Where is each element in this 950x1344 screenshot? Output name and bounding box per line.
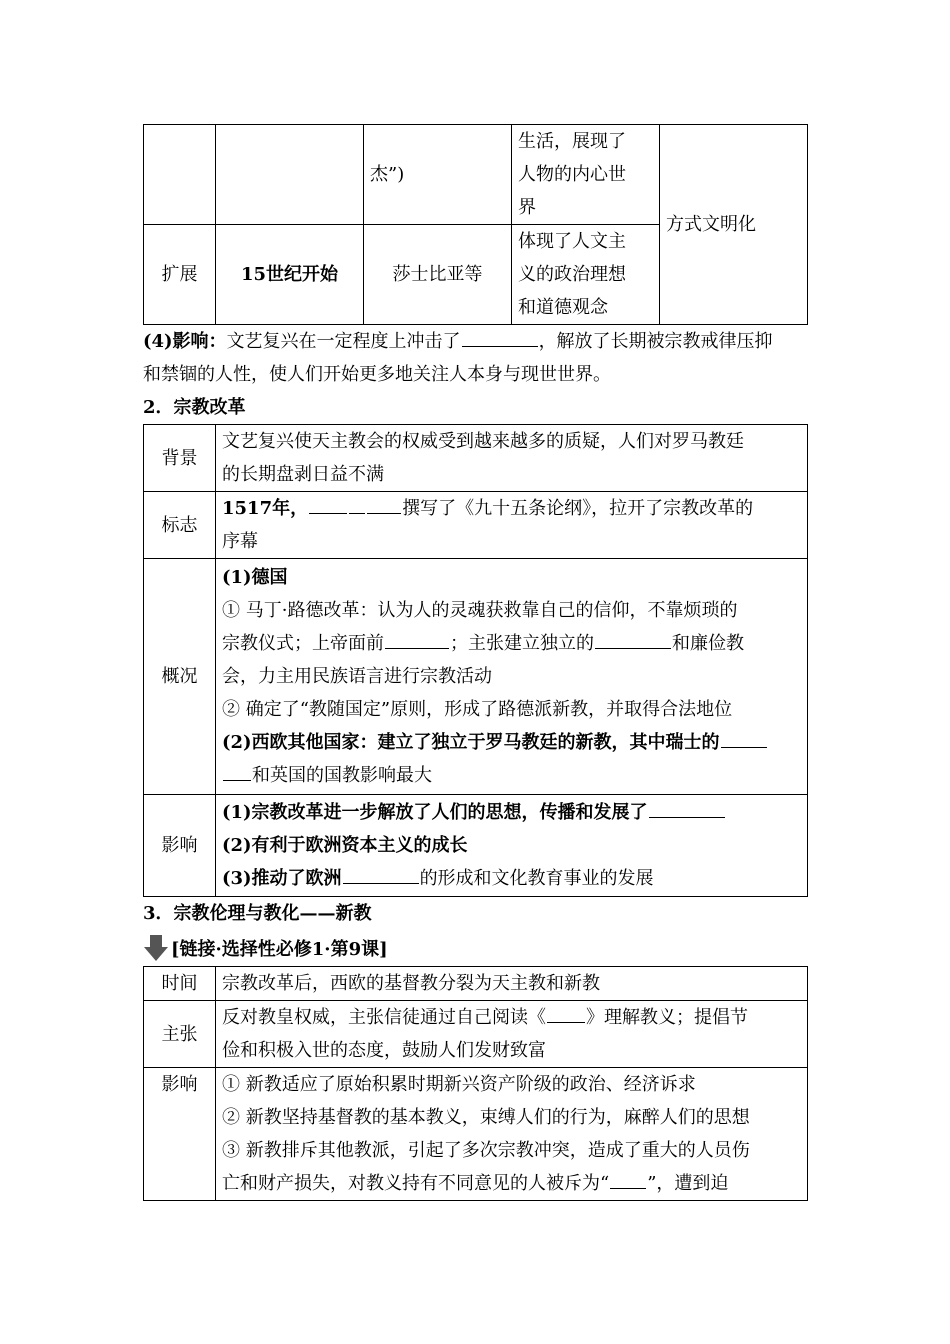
influence-line-1 bbox=[143, 325, 807, 358]
cell-r1-c5-text: 方式文明化 bbox=[666, 214, 756, 235]
label-background: 背景 bbox=[144, 425, 216, 492]
cell-r1-c5 bbox=[660, 125, 808, 325]
label-impact: 影响 bbox=[144, 795, 216, 897]
cell-line: 体现了人文主 bbox=[518, 231, 626, 252]
cell-line: 界 bbox=[518, 197, 536, 218]
label-impact-2: 影响 bbox=[144, 1068, 216, 1201]
cell-line: 生活，展现了 bbox=[518, 131, 626, 152]
influence-text-a: 文艺复兴在一定程度上冲击了 bbox=[226, 331, 461, 352]
year-text: 1517年， bbox=[222, 498, 309, 519]
text-line: 序幕 bbox=[222, 531, 258, 552]
claim-content bbox=[216, 1001, 808, 1068]
text-part: ；主张建立独立的 bbox=[450, 633, 594, 654]
fill-blank[interactable] bbox=[649, 797, 725, 818]
impact-2-content bbox=[216, 1068, 808, 1201]
protestant-table bbox=[143, 966, 808, 1201]
text-line: ① 新教适应了原始积累时期新兴资产阶级的政治、经济诉求 bbox=[222, 1074, 696, 1095]
text-line: 俭和积极入世的态度，鼓励人们发财致富 bbox=[222, 1040, 546, 1061]
overview-content bbox=[216, 559, 808, 795]
text-line: 的长期盘剥日益不满 bbox=[222, 464, 384, 485]
text-line: 文艺复兴使天主教会的权威受到越来越多的质疑，人们对罗马教廷 bbox=[222, 431, 744, 452]
fill-blank[interactable] bbox=[349, 493, 365, 514]
impact-content bbox=[216, 795, 808, 897]
text-line bbox=[222, 492, 801, 525]
fill-blank[interactable] bbox=[547, 1002, 585, 1023]
cell-r2-c1: 扩展 bbox=[144, 225, 216, 325]
fill-blank[interactable] bbox=[309, 493, 347, 514]
text-part: 的形成和文化教育事业的发展 bbox=[419, 868, 654, 889]
text-line: (1)德国 bbox=[222, 567, 288, 588]
background-content bbox=[216, 425, 808, 492]
text-part: (3)推动了欧洲 bbox=[222, 868, 342, 889]
fill-blank[interactable] bbox=[385, 628, 449, 649]
text-part: (2)西欧其他国家：建立了独立于罗马教廷的新教，其中瑞士的 bbox=[222, 732, 720, 753]
cell-r1-c4 bbox=[512, 125, 660, 225]
time-content: 宗教改革后，西欧的基督教分裂为天主教和新教 bbox=[216, 967, 808, 1001]
text-part: (1)宗教改革进一步解放了人们的思想，传播和发展了 bbox=[222, 802, 648, 823]
reformation-table bbox=[143, 424, 808, 897]
cell-r2-c4 bbox=[512, 225, 660, 325]
document-page bbox=[143, 124, 807, 1201]
cell-r2-c3: 莎士比亚等 bbox=[364, 225, 512, 325]
label-claim: 主张 bbox=[144, 1001, 216, 1068]
text-line bbox=[222, 1167, 801, 1200]
influence-label: (4)影响： bbox=[143, 331, 227, 352]
fill-blank[interactable] bbox=[462, 326, 538, 347]
influence-text-b: ，解放了长期被宗教戒律压抑 bbox=[538, 331, 773, 352]
section-3-title: 3．宗教伦理与教化——新教 bbox=[143, 903, 372, 924]
label-time: 时间 bbox=[144, 967, 216, 1001]
fill-blank[interactable] bbox=[367, 493, 401, 514]
influence-line-2: 和禁锢的人性，使人们开始更多地关注人本身与现世世界。 bbox=[143, 364, 611, 385]
section-2-title: 2．宗教改革 bbox=[143, 397, 246, 418]
text-line: (2)有利于欧洲资本主义的成长 bbox=[222, 835, 468, 856]
text-line bbox=[222, 726, 801, 759]
text-line bbox=[222, 862, 801, 895]
text-line bbox=[222, 759, 801, 792]
down-arrow-icon bbox=[143, 934, 169, 962]
cell-r1-c3-text: 杰”) bbox=[370, 164, 405, 185]
text-line: ① 马丁·路德改革：认为人的灵魂获救靠自己的信仰，不靠烦琐的 bbox=[222, 600, 738, 621]
cell-r1-c1 bbox=[144, 125, 216, 225]
fill-blank[interactable] bbox=[610, 1168, 646, 1189]
text-line: 会，力主用民族语言进行宗教活动 bbox=[222, 666, 492, 687]
cell-line: 人物的内心世 bbox=[518, 164, 626, 185]
text-part: 和廉俭教 bbox=[672, 633, 744, 654]
text-line: ③ 新教排斥其他教派，引起了多次宗教冲突，造成了重大的人员伤 bbox=[222, 1140, 750, 1161]
fill-blank[interactable] bbox=[343, 863, 419, 884]
fill-blank[interactable] bbox=[595, 628, 671, 649]
fill-blank[interactable] bbox=[721, 727, 767, 748]
link-text: [链接·选择性必修1·第9课] bbox=[171, 939, 388, 960]
text-line bbox=[222, 796, 801, 829]
cell-r1-c3 bbox=[364, 125, 512, 225]
text-part: 》理解教义；提倡节 bbox=[586, 1007, 748, 1028]
cell-r2-c2: 15世纪开始 bbox=[216, 225, 364, 325]
text-line bbox=[222, 1001, 801, 1034]
cell-r1-c2 bbox=[216, 125, 364, 225]
text-part: 和英国的国教影响最大 bbox=[252, 765, 432, 786]
link-note bbox=[143, 930, 807, 966]
renaissance-table bbox=[143, 124, 808, 325]
text-line: ② 确定了“教随国定”原则，形成了路德派新教，并取得合法地位 bbox=[222, 699, 733, 720]
fill-blank[interactable] bbox=[223, 760, 251, 781]
label-overview: 概况 bbox=[144, 559, 216, 795]
text-line bbox=[222, 627, 801, 660]
cell-line: 和道德观念 bbox=[518, 297, 608, 318]
text-part: 宗教仪式；上帝面前 bbox=[222, 633, 384, 654]
text-part: 反对教皇权威，主张信徒通过自己阅读《 bbox=[222, 1007, 546, 1028]
text-part: 亡和财产损失，对教义持有不同意见的人被斥为“ bbox=[222, 1173, 610, 1194]
text-line: ② 新教坚持基督教的基本教义，束缚人们的行为，麻醉人们的思想 bbox=[222, 1107, 750, 1128]
cell-line: 义的政治理想 bbox=[518, 264, 626, 285]
label-mark: 标志 bbox=[144, 492, 216, 559]
mark-text: 撰写了《九十五条论纲》，拉开了宗教改革的 bbox=[402, 498, 754, 519]
mark-content bbox=[216, 492, 808, 559]
text-part: ”，遭到迫 bbox=[647, 1173, 729, 1194]
